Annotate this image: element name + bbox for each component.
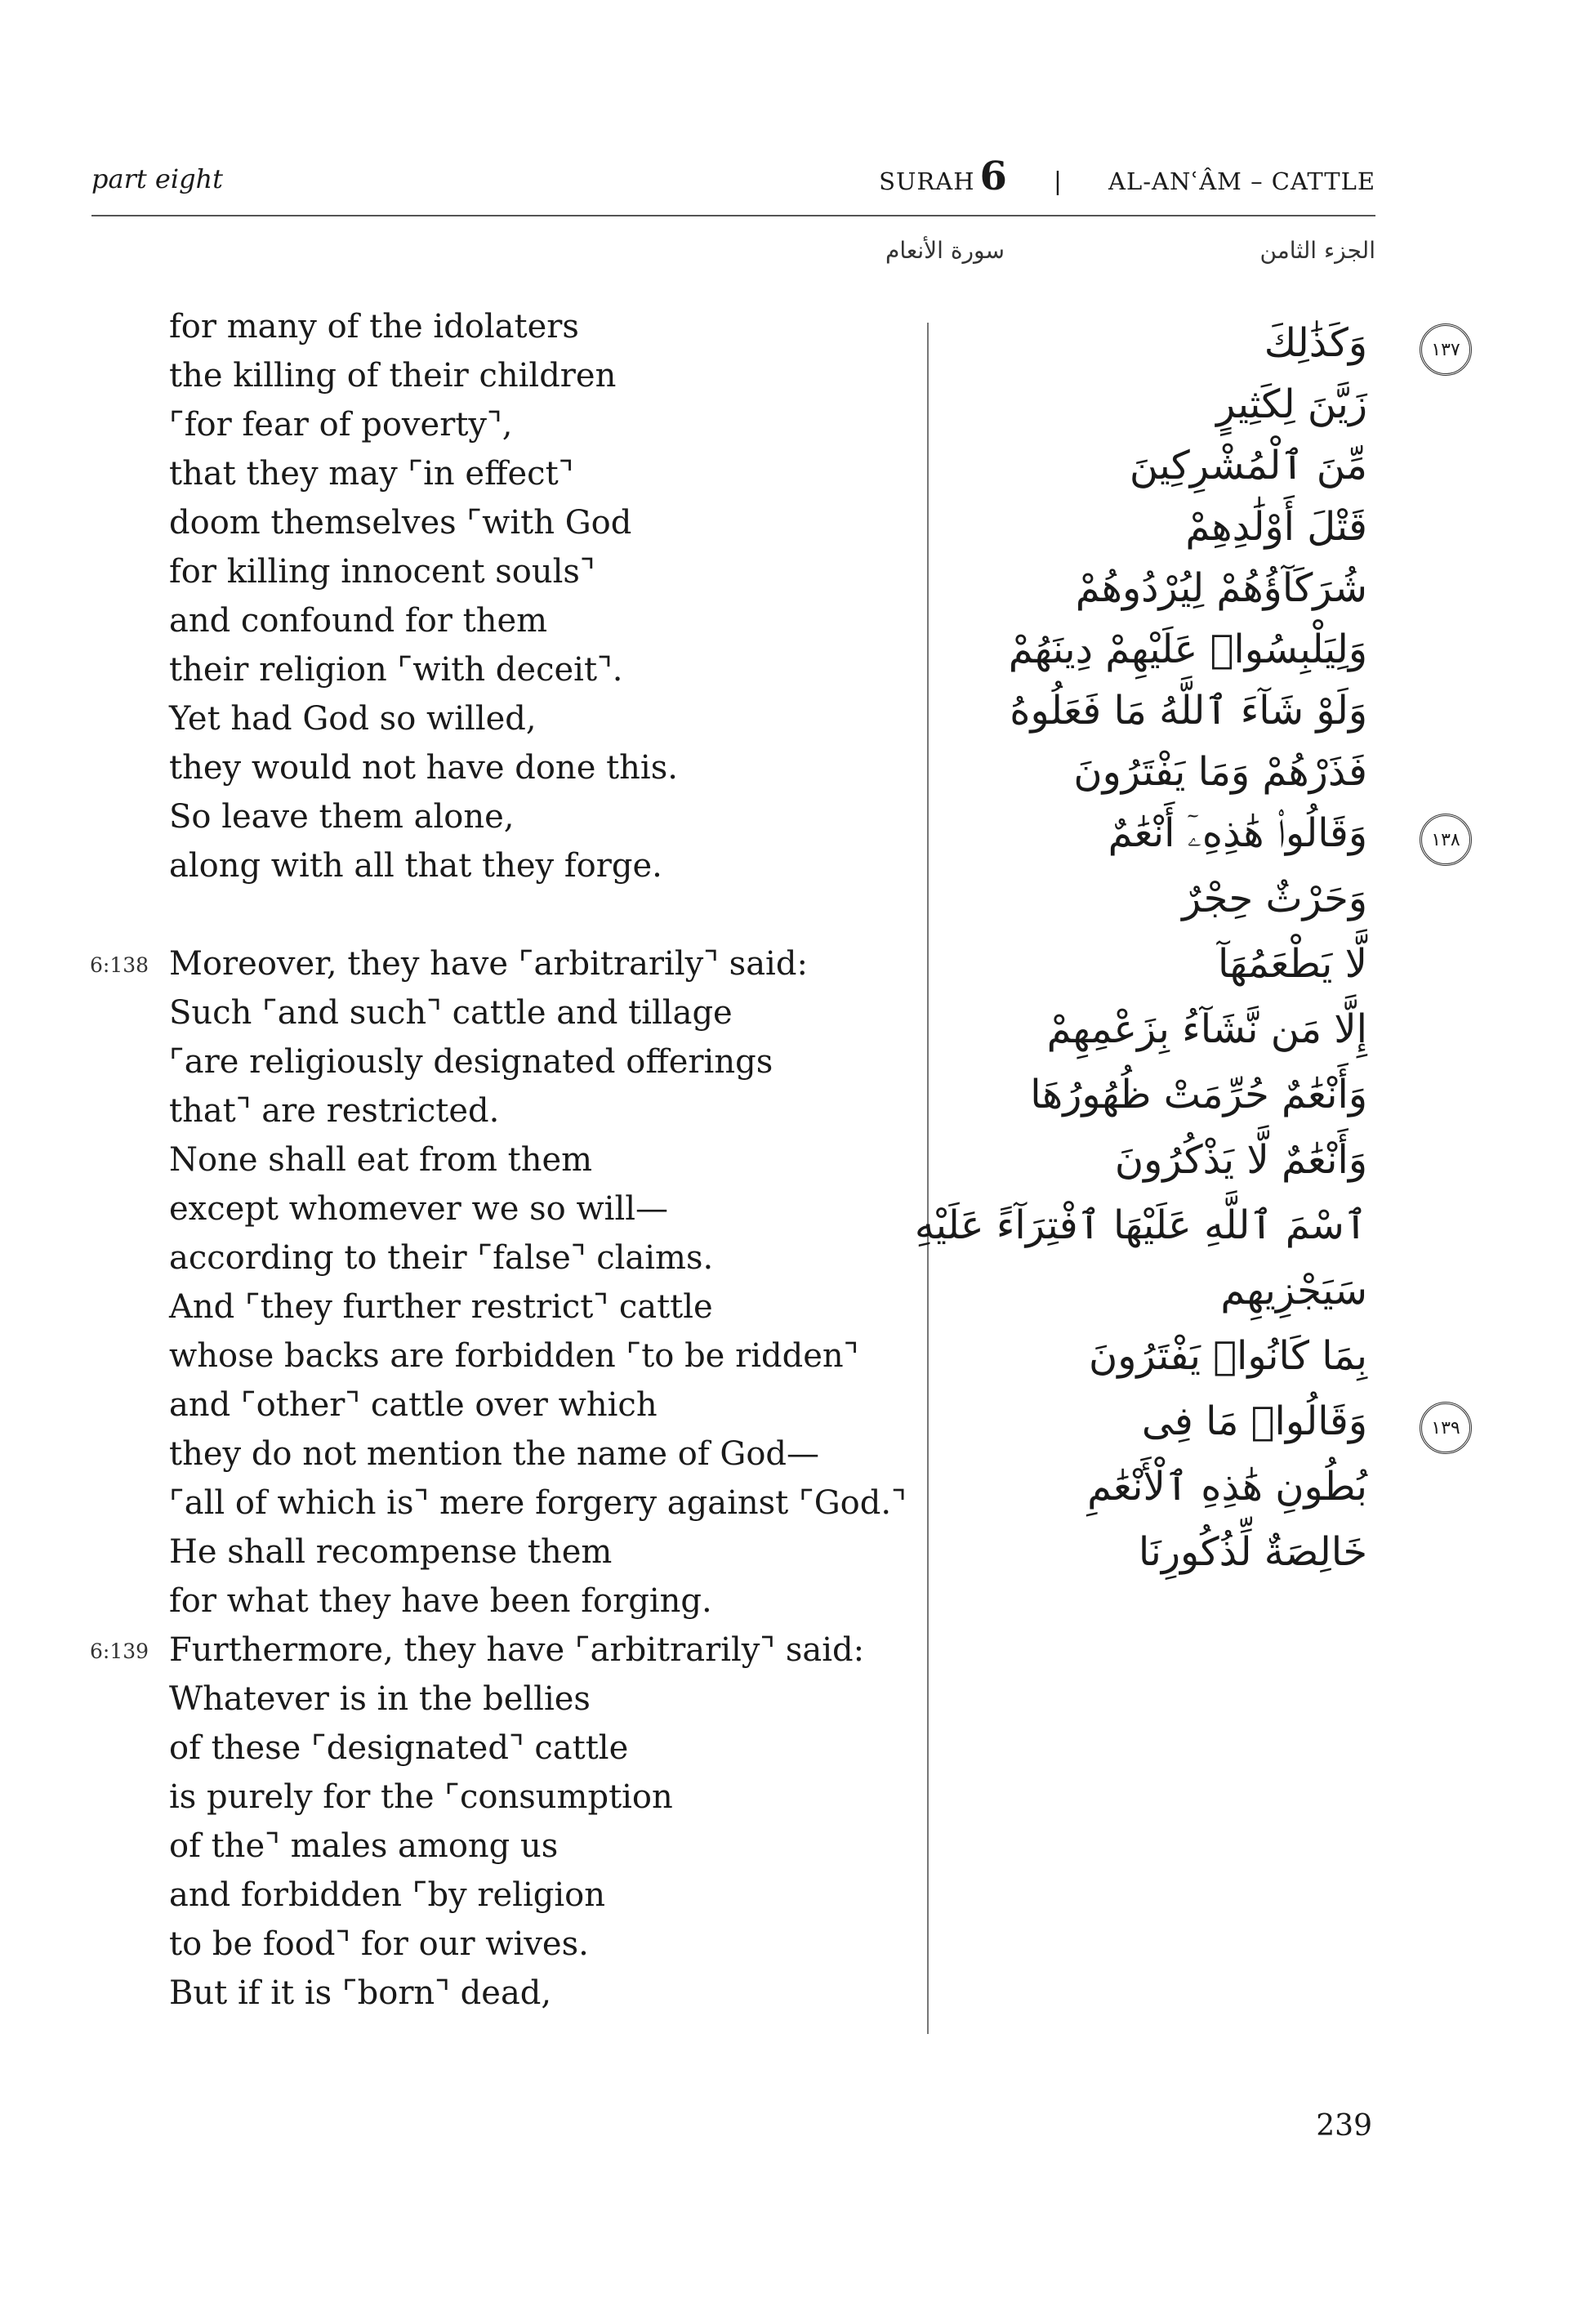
verse-number-139: 6:139 bbox=[90, 1639, 149, 1663]
arabic-surah-label: سورة الأنعام bbox=[885, 237, 1005, 264]
arabic-part-label: الجزء الثامن bbox=[1259, 237, 1375, 264]
header-separator: | bbox=[1053, 167, 1063, 196]
translation-line: But if it is ⌜born⌝ dead, bbox=[169, 1974, 552, 2012]
arabic-line: وَأَنْعَٰمٌ لَّا يَذْكُرُونَ bbox=[1114, 1137, 1367, 1183]
arabic-line: بُطُونِ هَٰذِهِ ٱلْأَنْعَٰمِ bbox=[1087, 1464, 1367, 1510]
translation-line: Furthermore, they have ⌜arbitrarily⌝ said: bbox=[169, 1631, 865, 1669]
translation-line: ⌜for fear of poverty⌝, bbox=[169, 406, 513, 444]
verse-marker-137: ١٣٧ bbox=[1420, 323, 1472, 376]
translation-line: that⌝ are restricted. bbox=[169, 1092, 500, 1130]
translation-line: for killing innocent souls⌝ bbox=[169, 553, 595, 591]
verse-marker-138: ١٣٨ bbox=[1420, 814, 1472, 866]
arabic-line: مِّنَ ٱلْمُشْرِكِينَ bbox=[1129, 443, 1367, 488]
translation-line: their religion ⌜with deceit⌝. bbox=[169, 651, 623, 689]
arabic-line: قَتْلَ أَوْلَٰدِهِمْ bbox=[1185, 504, 1367, 550]
arabic-line: وَقَالُوا۟ مَا فِى bbox=[1141, 1398, 1367, 1444]
translation-line: that they may ⌜in effect⌝ bbox=[169, 455, 574, 493]
arabic-line: وَلَوْ شَآءَ ٱللَّهُ مَا فَعَلُوهُ bbox=[1010, 688, 1367, 734]
translation-line: along with all that they forge. bbox=[169, 847, 662, 885]
column-divider bbox=[927, 323, 929, 2034]
translation-line: He shall recompense them bbox=[169, 1533, 613, 1571]
translation-line: and confound for them bbox=[169, 602, 548, 640]
translation-line: Moreover, they have ⌜arbitrarily⌝ said: bbox=[169, 945, 808, 983]
arabic-line: سَيَجْزِيهِم bbox=[1220, 1268, 1367, 1314]
translation-line: and forbidden ⌜by religion bbox=[169, 1876, 605, 1914]
arabic-line: إِلَّا مَن نَّشَآءُ بِزَعْمِهِمْ bbox=[1046, 1006, 1367, 1052]
arabic-line: فَذَرْهُمْ وَمَا يَفْتَرُونَ bbox=[1073, 749, 1367, 795]
translation-line: Yet had God so willed, bbox=[169, 700, 537, 738]
translation-line: and ⌜other⌝ cattle over which bbox=[169, 1386, 658, 1424]
arabic-line: وَأَنْعَٰمٌ حُرِّمَتْ ظُهُورُهَا bbox=[1030, 1072, 1367, 1117]
translation-line: according to their ⌜false⌝ claims. bbox=[169, 1239, 714, 1277]
arabic-line: وَحَرْثٌ حِجْرٌ bbox=[1182, 876, 1367, 921]
translation-line: they would not have done this. bbox=[169, 749, 678, 787]
arabic-line: وَقَالُوا۟ هَٰذِهِۦٓ أَنْعَٰمٌ bbox=[1108, 810, 1367, 856]
translation-line: ⌜are religiously designated offerings bbox=[169, 1043, 773, 1081]
page-number: 239 bbox=[1316, 2109, 1372, 2143]
running-head-part: part eight bbox=[91, 163, 224, 194]
translation-line: is purely for the ⌜consumption bbox=[169, 1778, 673, 1816]
arabic-line: لَّا يَطْعَمُهَآ bbox=[1217, 941, 1367, 987]
translation-line: doom themselves ⌜with God bbox=[169, 504, 632, 542]
arabic-line: زَيَّنَ لِكَثِيرٍ bbox=[1216, 381, 1367, 427]
translation-line: So leave them alone, bbox=[169, 798, 515, 836]
surah-number: 6 bbox=[979, 154, 1008, 199]
running-head-title bbox=[879, 154, 1375, 199]
translation-line: ⌜all of which is⌝ mere forgery against ⌜God.⌝ bbox=[169, 1484, 907, 1522]
translation-line: of these ⌜designated⌝ cattle bbox=[169, 1729, 629, 1767]
arabic-line: وَلِيَلْبِسُوا۟ عَلَيْهِمْ دِينَهُمْ bbox=[1008, 627, 1367, 672]
arabic-line: خَالِصَةٌ لِّذُكُورِنَا bbox=[1138, 1529, 1367, 1575]
translation-line: to be food⌝ for our wives. bbox=[169, 1925, 589, 1963]
translation-line: And ⌜they further restrict⌝ cattle bbox=[169, 1288, 713, 1326]
arabic-line: ٱسْمَ ٱللَّهِ عَلَيْهَا ٱفْتِرَآءً عَلَيْهِ bbox=[914, 1202, 1367, 1248]
translation-line: of the⌝ males among us bbox=[169, 1827, 559, 1865]
translation-line: Such ⌜and such⌝ cattle and tillage bbox=[169, 994, 733, 1032]
translation-line: they do not mention the name of God— bbox=[169, 1435, 820, 1473]
surah-title: AL-ANʿÂM – CATTLE bbox=[1108, 167, 1375, 195]
surah-label: SURAH bbox=[879, 167, 975, 195]
translation-line: except whomever we so will— bbox=[169, 1190, 669, 1228]
verse-number-138: 6:138 bbox=[90, 953, 149, 977]
translation-line: for many of the idolaters bbox=[169, 308, 579, 346]
arabic-line: وَكَذَٰلِكَ bbox=[1264, 320, 1367, 366]
translation-line: Whatever is in the bellies bbox=[169, 1680, 591, 1718]
translation-line: None shall eat from them bbox=[169, 1141, 593, 1179]
arabic-running-head bbox=[885, 237, 1375, 264]
translation-line: whose backs are forbidden ⌜to be ridden⌝ bbox=[169, 1337, 859, 1375]
translation-line: for what they have been forging. bbox=[169, 1582, 712, 1620]
verse-marker-139: ١٣٩ bbox=[1420, 1402, 1472, 1454]
header-rule bbox=[91, 215, 1375, 216]
arabic-line: شُرَكَآؤُهُمْ لِيُرْدُوهُمْ bbox=[1075, 565, 1367, 611]
translation-line: the killing of their children bbox=[169, 357, 617, 395]
arabic-line: بِمَا كَانُوا۟ يَفْتَرُونَ bbox=[1088, 1333, 1367, 1379]
